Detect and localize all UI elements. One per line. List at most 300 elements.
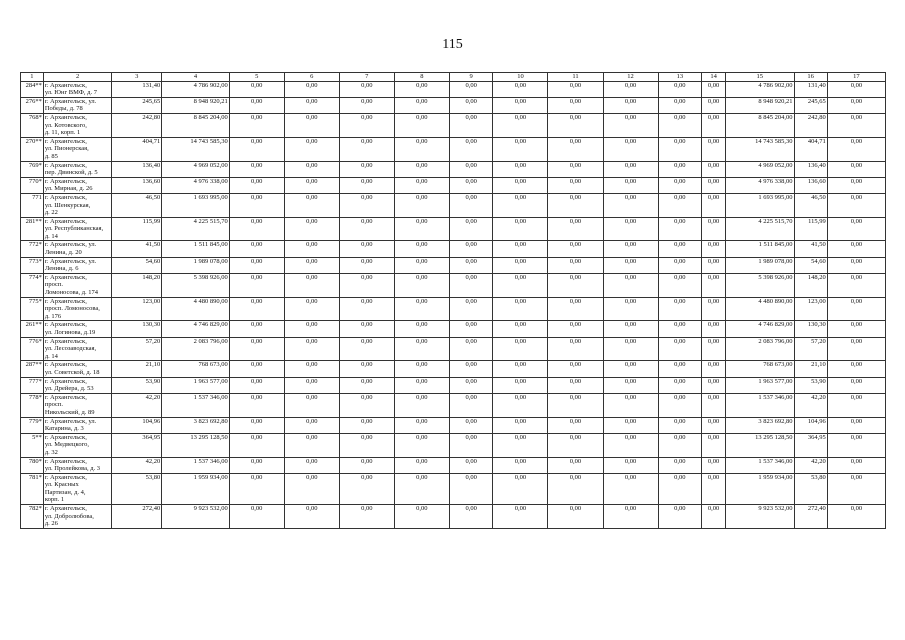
- table-row: [21, 337, 886, 361]
- value-cell: 0,00: [827, 417, 885, 433]
- cost-cell: 768 673,00: [726, 361, 795, 377]
- value-cell: 0,00: [394, 273, 449, 297]
- row-number: 775*: [21, 297, 44, 321]
- value-cell: 0,00: [449, 137, 493, 161]
- value-cell: 0,00: [339, 113, 394, 137]
- value-cell: 0,00: [702, 273, 726, 297]
- value-cell: 0,00: [284, 377, 339, 393]
- table-row: [21, 457, 886, 473]
- cost-cell: 1 537 346,00: [162, 457, 229, 473]
- value-cell: 0,00: [449, 377, 493, 393]
- value-cell: 0,00: [548, 505, 603, 529]
- row-number: 777*: [21, 377, 44, 393]
- value-cell: 0,00: [339, 193, 394, 217]
- value-cell: 0,00: [229, 457, 284, 473]
- row-number: 770*: [21, 177, 44, 193]
- value-cell: 0,00: [603, 457, 658, 473]
- area-cell: 42,20: [794, 393, 827, 417]
- value-cell: 0,00: [658, 297, 702, 321]
- cost-cell: 4 976 338,00: [162, 177, 229, 193]
- cost-cell: 4 480 890,00: [726, 297, 795, 321]
- value-cell: 0,00: [702, 177, 726, 193]
- value-cell: 0,00: [603, 193, 658, 217]
- area-cell: 245,65: [794, 97, 827, 113]
- area-cell: 41,50: [112, 241, 162, 257]
- value-cell: 0,00: [394, 113, 449, 137]
- address-cell: г. Архангельск, просп. Ломоносова, д. 174: [43, 273, 112, 297]
- row-number: 782*: [21, 505, 44, 529]
- value-cell: 0,00: [284, 505, 339, 529]
- cost-cell: 1 959 934,00: [726, 473, 795, 504]
- row-number: 774*: [21, 273, 44, 297]
- value-cell: 0,00: [339, 257, 394, 273]
- value-cell: 0,00: [339, 393, 394, 417]
- value-cell: 0,00: [339, 505, 394, 529]
- address-cell: г. Архангельск, ул. Пионерская, д. 85: [43, 137, 112, 161]
- value-cell: 0,00: [284, 457, 339, 473]
- value-cell: 0,00: [284, 273, 339, 297]
- address-cell: г. Архангельск, ул. Медвецкого, д. 32: [43, 433, 112, 457]
- row-number: 780*: [21, 457, 44, 473]
- value-cell: 0,00: [394, 433, 449, 457]
- value-cell: 0,00: [339, 177, 394, 193]
- value-cell: 0,00: [548, 177, 603, 193]
- area-cell: 131,40: [794, 81, 827, 97]
- cost-cell: 2 083 796,00: [162, 337, 229, 361]
- value-cell: 0,00: [394, 297, 449, 321]
- column-header: 2: [43, 73, 112, 82]
- value-cell: 0,00: [284, 81, 339, 97]
- value-cell: 0,00: [449, 241, 493, 257]
- value-cell: 0,00: [702, 241, 726, 257]
- value-cell: 0,00: [658, 433, 702, 457]
- cost-cell: 4 480 890,00: [162, 297, 229, 321]
- table-row: [21, 433, 886, 457]
- table-row: [21, 113, 886, 137]
- value-cell: 0,00: [493, 297, 548, 321]
- table-row: [21, 161, 886, 177]
- value-cell: 0,00: [702, 137, 726, 161]
- cost-cell: 9 923 532,00: [162, 505, 229, 529]
- row-number: 281**: [21, 217, 44, 241]
- value-cell: 0,00: [548, 113, 603, 137]
- value-cell: 0,00: [493, 137, 548, 161]
- value-cell: 0,00: [394, 241, 449, 257]
- value-cell: 0,00: [548, 361, 603, 377]
- value-cell: 0,00: [827, 377, 885, 393]
- value-cell: 0,00: [548, 273, 603, 297]
- value-cell: 0,00: [229, 217, 284, 241]
- value-cell: 0,00: [449, 177, 493, 193]
- value-cell: 0,00: [493, 97, 548, 113]
- value-cell: 0,00: [702, 337, 726, 361]
- area-cell: 272,40: [794, 505, 827, 529]
- value-cell: 0,00: [702, 217, 726, 241]
- value-cell: 0,00: [339, 361, 394, 377]
- cost-cell: 13 295 128,50: [726, 433, 795, 457]
- value-cell: 0,00: [658, 113, 702, 137]
- value-cell: 0,00: [284, 417, 339, 433]
- value-cell: 0,00: [284, 337, 339, 361]
- value-cell: 0,00: [493, 273, 548, 297]
- value-cell: 0,00: [339, 377, 394, 393]
- cost-cell: 4 786 902,00: [162, 81, 229, 97]
- row-number: 270**: [21, 137, 44, 161]
- value-cell: 0,00: [548, 81, 603, 97]
- value-cell: 0,00: [658, 457, 702, 473]
- table-row: [21, 177, 886, 193]
- value-cell: 0,00: [284, 161, 339, 177]
- table-row: [21, 81, 886, 97]
- area-cell: 404,71: [112, 137, 162, 161]
- value-cell: 0,00: [603, 361, 658, 377]
- value-cell: 0,00: [394, 377, 449, 393]
- address-cell: г. Архангельск, ул. Республиканская, д. 14: [43, 217, 112, 241]
- cost-cell: 5 398 926,00: [726, 273, 795, 297]
- column-header: 6: [284, 73, 339, 82]
- value-cell: 0,00: [339, 433, 394, 457]
- value-cell: 0,00: [493, 505, 548, 529]
- value-cell: 0,00: [548, 377, 603, 393]
- value-cell: 0,00: [449, 505, 493, 529]
- value-cell: 0,00: [827, 113, 885, 137]
- value-cell: 0,00: [449, 433, 493, 457]
- value-cell: 0,00: [702, 193, 726, 217]
- value-cell: 0,00: [339, 81, 394, 97]
- value-cell: 0,00: [449, 193, 493, 217]
- value-cell: 0,00: [702, 377, 726, 393]
- cost-cell: 1 537 346,00: [162, 393, 229, 417]
- value-cell: 0,00: [702, 257, 726, 273]
- address-cell: г. Архангельск, ул. Мирная, д. 26: [43, 177, 112, 193]
- value-cell: 0,00: [658, 161, 702, 177]
- cost-cell: 9 923 532,00: [726, 505, 795, 529]
- value-cell: 0,00: [229, 81, 284, 97]
- address-cell: г. Архангельск, ул. Пролейкова, д. 3: [43, 457, 112, 473]
- address-cell: г. Архангельск, ул. Победы, д. 78: [43, 97, 112, 113]
- value-cell: 0,00: [603, 473, 658, 504]
- address-cell: г. Архангельск, ул. Ленина, д. 6: [43, 257, 112, 273]
- cost-cell: 768 673,00: [162, 361, 229, 377]
- address-cell: г. Архангельск, ул. Шенкурская, д. 22: [43, 193, 112, 217]
- value-cell: 0,00: [339, 457, 394, 473]
- value-cell: 0,00: [229, 113, 284, 137]
- value-cell: 0,00: [284, 257, 339, 273]
- value-cell: 0,00: [827, 457, 885, 473]
- area-cell: 272,40: [112, 505, 162, 529]
- value-cell: 0,00: [284, 433, 339, 457]
- address-cell: г. Архангельск, ул. Лесозаводская, д. 14: [43, 337, 112, 361]
- value-cell: 0,00: [827, 137, 885, 161]
- address-cell: г. Архангельск, ул. Советской, д. 18: [43, 361, 112, 377]
- value-cell: 0,00: [603, 97, 658, 113]
- table-row: [21, 321, 886, 337]
- value-cell: 0,00: [449, 473, 493, 504]
- value-cell: 0,00: [493, 217, 548, 241]
- area-cell: 148,20: [112, 273, 162, 297]
- value-cell: 0,00: [603, 377, 658, 393]
- area-cell: 136,40: [794, 161, 827, 177]
- table-row: [21, 473, 886, 504]
- value-cell: 0,00: [658, 321, 702, 337]
- page-number: 115: [442, 37, 463, 52]
- value-cell: 0,00: [284, 241, 339, 257]
- area-cell: 46,50: [794, 193, 827, 217]
- value-cell: 0,00: [284, 193, 339, 217]
- cost-cell: 1 537 346,00: [726, 393, 795, 417]
- column-header: 16: [794, 73, 827, 82]
- row-number: 276**: [21, 97, 44, 113]
- value-cell: 0,00: [702, 161, 726, 177]
- value-cell: 0,00: [548, 337, 603, 361]
- value-cell: 0,00: [658, 393, 702, 417]
- value-cell: 0,00: [229, 377, 284, 393]
- value-cell: 0,00: [702, 321, 726, 337]
- value-cell: 0,00: [394, 505, 449, 529]
- value-cell: 0,00: [394, 337, 449, 361]
- area-cell: 242,80: [794, 113, 827, 137]
- value-cell: 0,00: [449, 97, 493, 113]
- cost-cell: 1 959 934,00: [162, 473, 229, 504]
- value-cell: 0,00: [229, 257, 284, 273]
- address-cell: г. Архангельск, пер. Двинской, д. 5: [43, 161, 112, 177]
- value-cell: 0,00: [548, 193, 603, 217]
- value-cell: 0,00: [603, 321, 658, 337]
- cost-cell: 4 225 515,70: [162, 217, 229, 241]
- value-cell: 0,00: [284, 321, 339, 337]
- cost-cell: 1 989 078,00: [162, 257, 229, 273]
- cost-cell: 14 743 585,30: [726, 137, 795, 161]
- value-cell: 0,00: [394, 81, 449, 97]
- value-cell: 0,00: [394, 257, 449, 273]
- value-cell: 0,00: [229, 433, 284, 457]
- area-cell: 41,50: [794, 241, 827, 257]
- value-cell: 0,00: [827, 217, 885, 241]
- value-cell: 0,00: [229, 241, 284, 257]
- value-cell: 0,00: [548, 457, 603, 473]
- value-cell: 0,00: [493, 473, 548, 504]
- area-cell: 53,80: [112, 473, 162, 504]
- table-row: [21, 377, 886, 393]
- table-row: [21, 297, 886, 321]
- value-cell: 0,00: [603, 417, 658, 433]
- value-cell: 0,00: [658, 337, 702, 361]
- row-number: 261**: [21, 321, 44, 337]
- value-cell: 0,00: [229, 297, 284, 321]
- column-header: 4: [162, 73, 229, 82]
- area-cell: 136,60: [794, 177, 827, 193]
- cost-cell: 4 976 338,00: [726, 177, 795, 193]
- value-cell: 0,00: [493, 417, 548, 433]
- value-cell: 0,00: [548, 161, 603, 177]
- column-header: 17: [827, 73, 885, 82]
- table-row: [21, 273, 886, 297]
- value-cell: 0,00: [702, 505, 726, 529]
- value-cell: 0,00: [339, 97, 394, 113]
- table-row: [21, 193, 886, 217]
- area-cell: 364,95: [794, 433, 827, 457]
- value-cell: 0,00: [658, 417, 702, 433]
- value-cell: 0,00: [493, 433, 548, 457]
- value-cell: 0,00: [658, 473, 702, 504]
- value-cell: 0,00: [449, 417, 493, 433]
- area-cell: 130,30: [794, 321, 827, 337]
- value-cell: 0,00: [449, 393, 493, 417]
- area-cell: 245,65: [112, 97, 162, 113]
- value-cell: 0,00: [827, 337, 885, 361]
- value-cell: 0,00: [702, 457, 726, 473]
- value-cell: 0,00: [827, 177, 885, 193]
- value-cell: 0,00: [394, 217, 449, 241]
- value-cell: 0,00: [339, 161, 394, 177]
- value-cell: 0,00: [493, 161, 548, 177]
- table-header: [21, 73, 886, 82]
- value-cell: 0,00: [284, 113, 339, 137]
- table-row: [21, 505, 886, 529]
- area-cell: 123,00: [112, 297, 162, 321]
- cost-cell: 2 083 796,00: [726, 337, 795, 361]
- row-number: 771: [21, 193, 44, 217]
- area-cell: 42,20: [794, 457, 827, 473]
- value-cell: 0,00: [603, 297, 658, 321]
- value-cell: 0,00: [229, 137, 284, 161]
- value-cell: 0,00: [603, 161, 658, 177]
- value-cell: 0,00: [339, 217, 394, 241]
- value-cell: 0,00: [449, 81, 493, 97]
- value-cell: 0,00: [284, 137, 339, 161]
- value-cell: 0,00: [827, 161, 885, 177]
- value-cell: 0,00: [449, 297, 493, 321]
- value-cell: 0,00: [603, 337, 658, 361]
- row-number: 773*: [21, 257, 44, 273]
- value-cell: 0,00: [658, 81, 702, 97]
- value-cell: 0,00: [284, 297, 339, 321]
- cost-cell: 1 693 995,00: [726, 193, 795, 217]
- value-cell: 0,00: [702, 393, 726, 417]
- value-cell: 0,00: [827, 433, 885, 457]
- address-cell: г. Архангельск, ул. Ленина, д. 20: [43, 241, 112, 257]
- cost-cell: 14 743 585,30: [162, 137, 229, 161]
- value-cell: 0,00: [658, 241, 702, 257]
- value-cell: 0,00: [603, 217, 658, 241]
- data-table: [20, 72, 886, 529]
- value-cell: 0,00: [449, 161, 493, 177]
- value-cell: 0,00: [658, 361, 702, 377]
- area-cell: 42,20: [112, 457, 162, 473]
- column-header: 12: [603, 73, 658, 82]
- value-cell: 0,00: [603, 241, 658, 257]
- value-cell: 0,00: [548, 321, 603, 337]
- area-cell: 54,60: [794, 257, 827, 273]
- value-cell: 0,00: [658, 193, 702, 217]
- value-cell: 0,00: [658, 177, 702, 193]
- value-cell: 0,00: [548, 241, 603, 257]
- cost-cell: 13 295 128,50: [162, 433, 229, 457]
- column-header: 3: [112, 73, 162, 82]
- row-number: 5**: [21, 433, 44, 457]
- address-cell: г. Архангельск, ул. Логинова, д.19: [43, 321, 112, 337]
- value-cell: 0,00: [827, 473, 885, 504]
- area-cell: 57,20: [794, 337, 827, 361]
- value-cell: 0,00: [493, 257, 548, 273]
- row-number: 768*: [21, 113, 44, 137]
- area-cell: 136,60: [112, 177, 162, 193]
- area-cell: 21,10: [112, 361, 162, 377]
- value-cell: 0,00: [229, 321, 284, 337]
- value-cell: 0,00: [827, 321, 885, 337]
- value-cell: 0,00: [493, 177, 548, 193]
- value-cell: 0,00: [284, 97, 339, 113]
- value-cell: 0,00: [394, 193, 449, 217]
- cost-cell: 4 746 829,00: [162, 321, 229, 337]
- cost-cell: 5 398 926,00: [162, 273, 229, 297]
- value-cell: 0,00: [548, 473, 603, 504]
- area-cell: 148,20: [794, 273, 827, 297]
- value-cell: 0,00: [284, 393, 339, 417]
- table-row: [21, 417, 886, 433]
- value-cell: 0,00: [827, 297, 885, 321]
- value-cell: 0,00: [702, 81, 726, 97]
- value-cell: 0,00: [548, 137, 603, 161]
- value-cell: 0,00: [548, 433, 603, 457]
- value-cell: 0,00: [702, 417, 726, 433]
- value-cell: 0,00: [493, 361, 548, 377]
- value-cell: 0,00: [394, 457, 449, 473]
- table-row: [21, 217, 886, 241]
- area-cell: 53,80: [794, 473, 827, 504]
- area-cell: 21,10: [794, 361, 827, 377]
- value-cell: 0,00: [229, 505, 284, 529]
- table-row: [21, 137, 886, 161]
- value-cell: 0,00: [229, 337, 284, 361]
- value-cell: 0,00: [339, 297, 394, 321]
- area-cell: 115,99: [112, 217, 162, 241]
- row-number: 287**: [21, 361, 44, 377]
- cost-cell: 1 511 845,00: [726, 241, 795, 257]
- address-cell: г. Архангельск, ул. Красных Партизан, д. 4, корп. 1: [43, 473, 112, 504]
- area-cell: 131,40: [112, 81, 162, 97]
- value-cell: 0,00: [229, 473, 284, 504]
- value-cell: 0,00: [702, 97, 726, 113]
- table-body: [21, 81, 886, 528]
- value-cell: 0,00: [548, 297, 603, 321]
- value-cell: 0,00: [493, 321, 548, 337]
- area-cell: 104,96: [112, 417, 162, 433]
- area-cell: 404,71: [794, 137, 827, 161]
- value-cell: 0,00: [827, 273, 885, 297]
- value-cell: 0,00: [658, 137, 702, 161]
- value-cell: 0,00: [827, 393, 885, 417]
- value-cell: 0,00: [548, 257, 603, 273]
- value-cell: 0,00: [493, 241, 548, 257]
- area-cell: 123,00: [794, 297, 827, 321]
- column-header: 15: [726, 73, 795, 82]
- area-cell: 57,20: [112, 337, 162, 361]
- value-cell: 0,00: [229, 393, 284, 417]
- area-cell: 136,40: [112, 161, 162, 177]
- value-cell: 0,00: [394, 177, 449, 193]
- value-cell: 0,00: [603, 505, 658, 529]
- value-cell: 0,00: [229, 177, 284, 193]
- value-cell: 0,00: [229, 193, 284, 217]
- value-cell: 0,00: [229, 273, 284, 297]
- value-cell: 0,00: [658, 505, 702, 529]
- value-cell: 0,00: [658, 257, 702, 273]
- value-cell: 0,00: [603, 273, 658, 297]
- address-cell: г. Архангельск, ул. Юнг ВМФ, д. 7: [43, 81, 112, 97]
- row-number: 778*: [21, 393, 44, 417]
- value-cell: 0,00: [702, 433, 726, 457]
